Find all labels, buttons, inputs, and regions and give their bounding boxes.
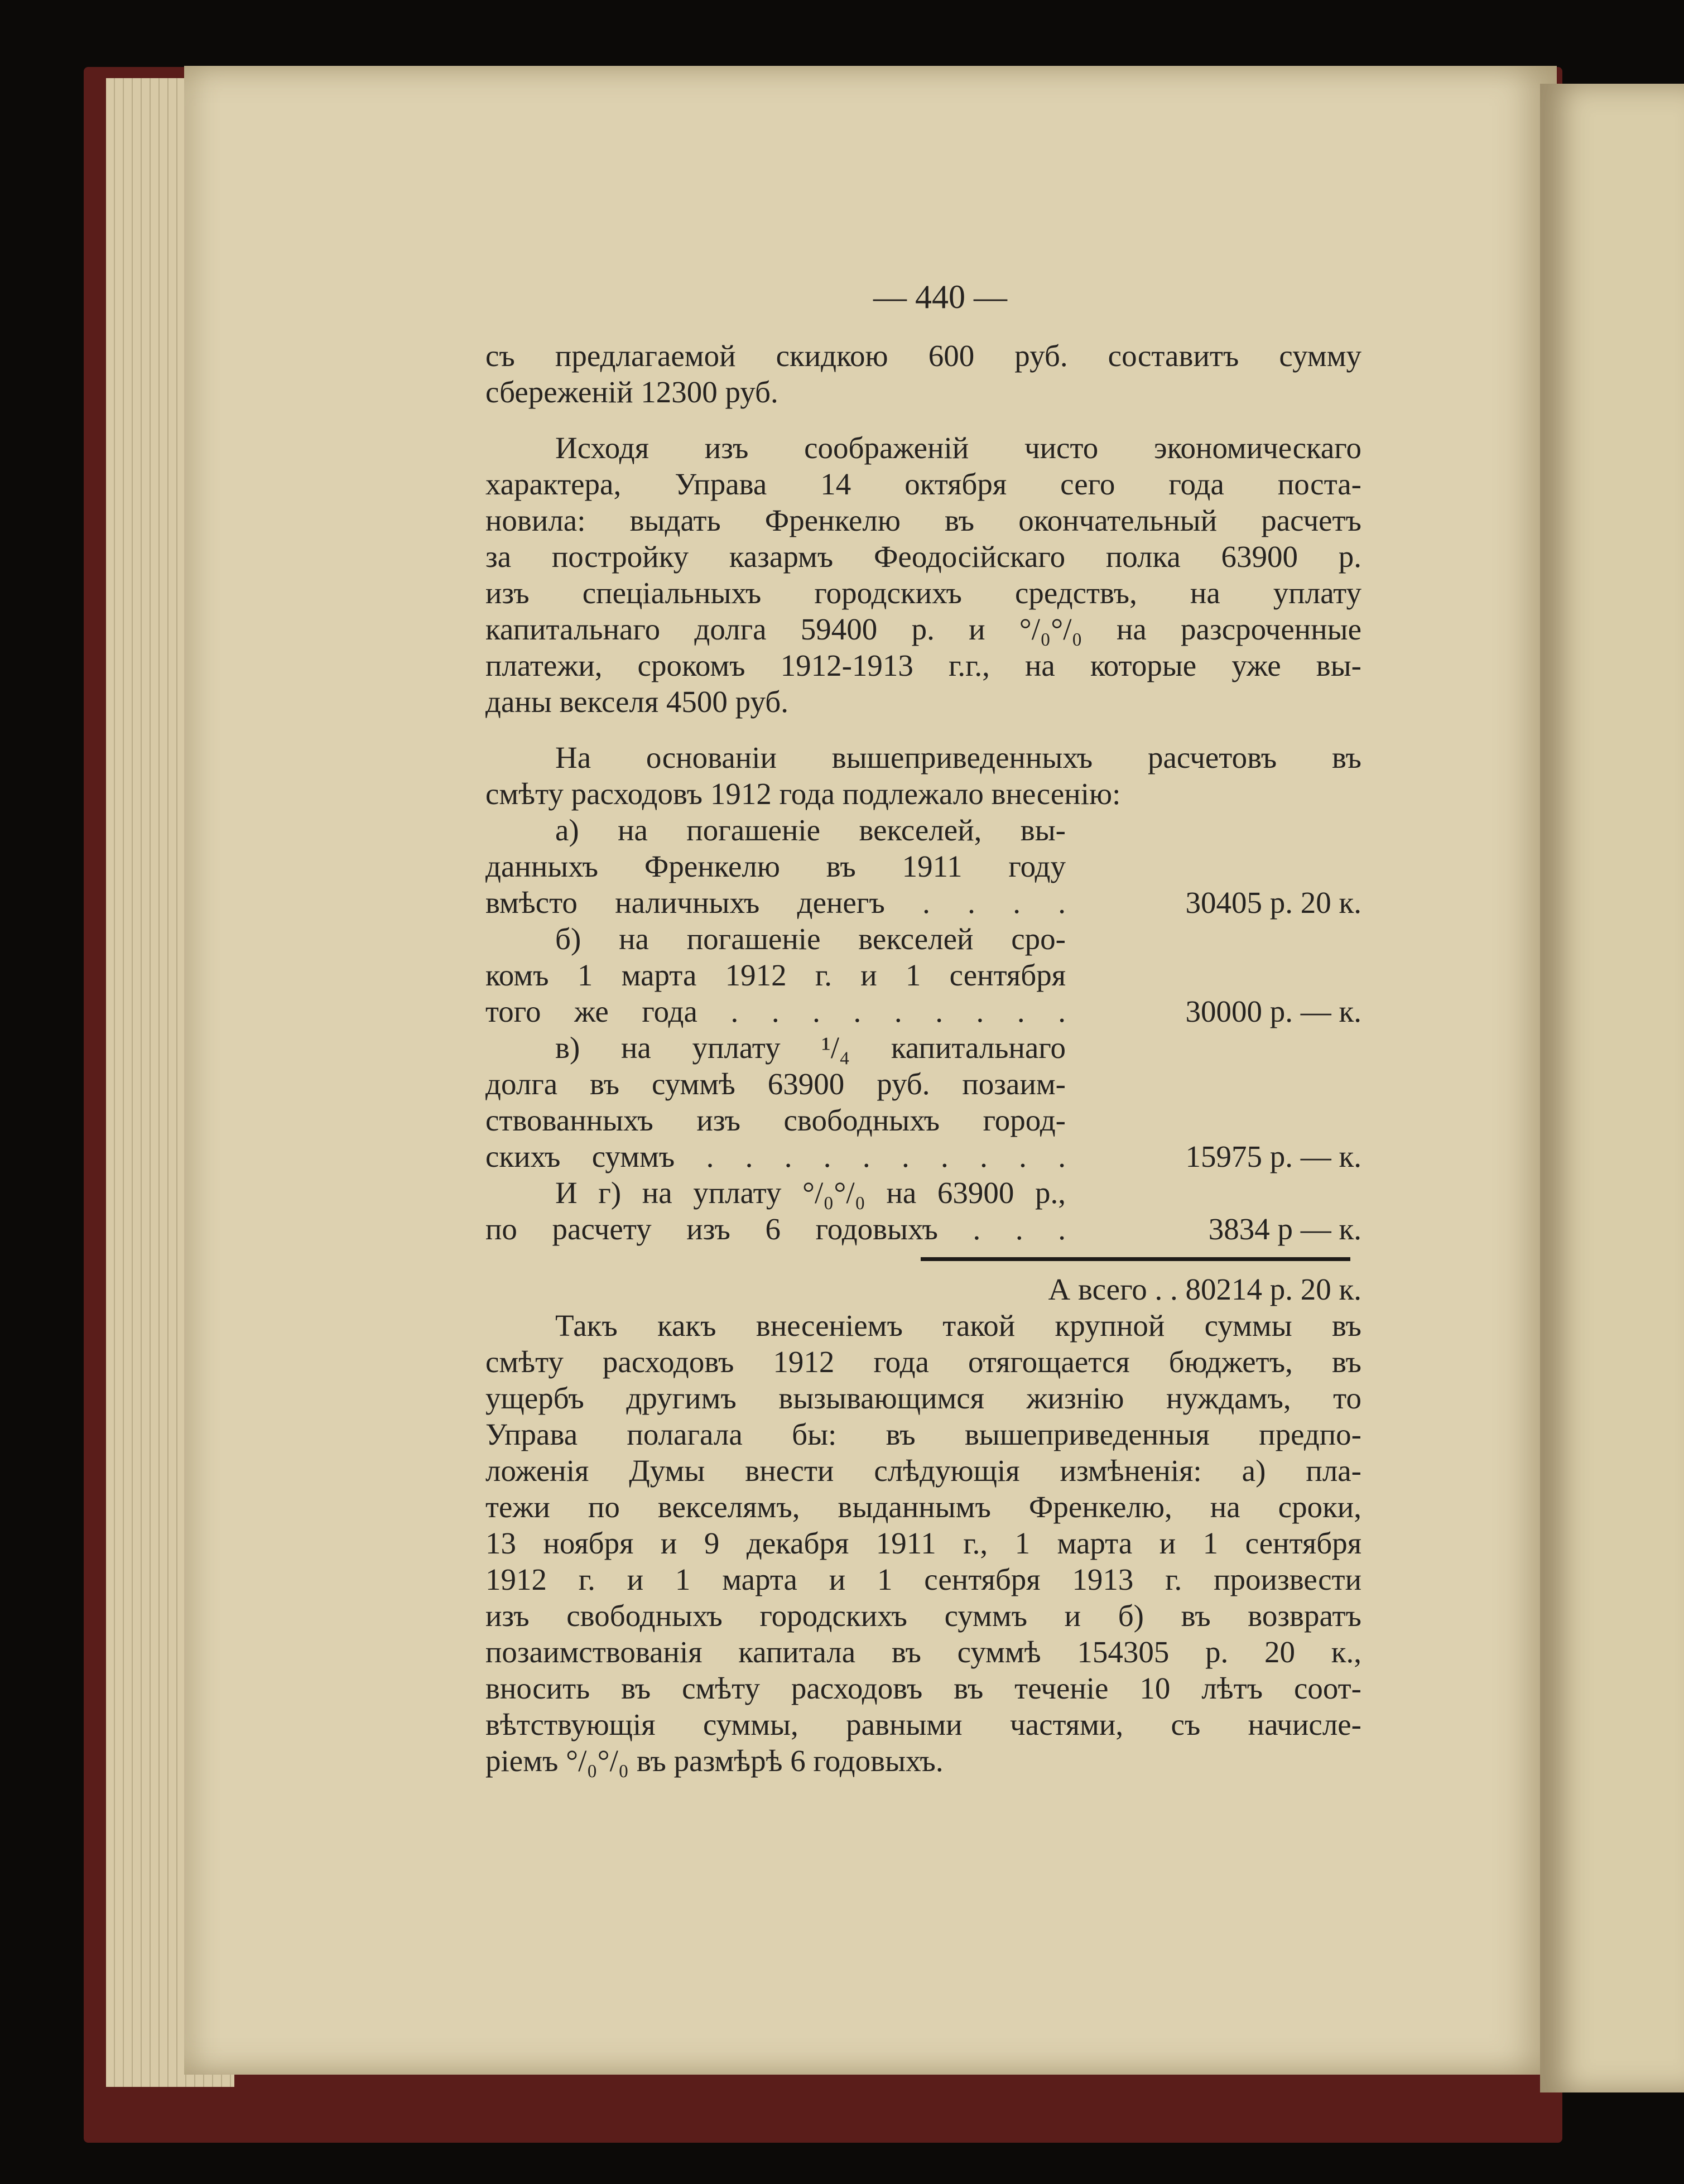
item-description — [485, 812, 1066, 921]
text-line: даны векселя 4500 руб. — [485, 685, 788, 719]
item-line: в) на уплату ¹/₄ капитальнаго — [555, 1031, 1066, 1065]
intro-paragraph — [485, 338, 1361, 410]
text-line: ріемъ °/₀°/₀ въ размѣрѣ 6 годовыхъ. — [485, 1744, 944, 1778]
text-line: Такъ какъ внесеніемъ такой крупной суммы въ — [555, 1309, 1361, 1343]
item-line: по расчету изъ 6 годовыхъ . . . — [485, 1212, 1066, 1246]
text-line: съ предлагаемой скидкою 600 руб. составитъ сумму — [485, 339, 1361, 373]
item-line: данныхъ Френкелю въ 1911 году — [485, 849, 1066, 883]
text-line: вѣтствующія суммы, равными частями, съ начисле- — [485, 1707, 1361, 1742]
page-text — [485, 279, 1361, 1779]
text-line: смѣту расходовъ 1912 года подлежало внесенію: — [485, 777, 1121, 811]
item-line: комъ 1 марта 1912 г. и 1 сентября — [485, 958, 1066, 992]
item-description — [485, 921, 1066, 1030]
text-line: смѣту расходовъ 1912 года отягощается бюджетъ, въ — [485, 1345, 1361, 1379]
item-line: ствованныхъ изъ свободныхъ город- — [485, 1103, 1066, 1137]
item-description — [485, 1175, 1066, 1247]
item-amount: 15975 р. — к. — [1185, 1139, 1361, 1173]
total-amount: А всего . . 80214 р. 20 к. — [1048, 1272, 1361, 1306]
text-line: ложенія Думы внести слѣдующія измѣненія: а) пла- — [485, 1454, 1361, 1488]
text-line: ущербъ другимъ вызывающимся жизнію нуждамъ, то — [485, 1381, 1361, 1415]
item-amount: 30405 р. 20 к. — [1185, 886, 1361, 920]
paragraph-1 — [485, 430, 1361, 720]
text-line: платежи, срокомъ 1912-1913 г.г., на которые уже вы- — [485, 648, 1361, 682]
expense-items — [485, 812, 1361, 1247]
total-line — [485, 1271, 1361, 1307]
text-line: характера, Управа 14 октября сего года поста- — [485, 467, 1361, 501]
text-line: изъ спеціальныхъ городскихъ средствъ, на уплату — [485, 576, 1361, 610]
text-line: изъ свободныхъ городскихъ суммъ и б) въ возвратъ — [485, 1599, 1361, 1633]
text-line: новила: выдать Френкелю въ окончательный расчетъ — [485, 503, 1361, 537]
paragraph-2 — [485, 739, 1361, 812]
facing-page-edge — [1540, 84, 1684, 2092]
item-line: б) на погашеніе векселей сро- — [555, 922, 1066, 956]
text-line: 13 ноября и 9 декабря 1911 г., 1 марта и 1 сентября — [485, 1526, 1361, 1560]
item-amount: 3834 р — к. — [1208, 1212, 1361, 1246]
total-rule — [921, 1257, 1350, 1261]
item-line: И г) на уплату °/₀°/₀ на 63900 р., — [555, 1176, 1066, 1210]
text-line: за постройку казармъ Феодосійскаго полка 63900 р. — [485, 540, 1361, 574]
text-line: Управа полагала бы: въ вышеприведенныя предпо- — [485, 1417, 1361, 1451]
text-line: сбереженій 12300 руб. — [485, 375, 778, 409]
text-line: На основаніи вышеприведенныхъ расчетовъ въ — [555, 740, 1361, 774]
item-line: долга въ суммѣ 63900 руб. позаим- — [485, 1067, 1066, 1101]
text-line: вносить въ смѣту расходовъ въ теченіе 10 лѣтъ соот- — [485, 1671, 1361, 1705]
item-amount: 30000 р. — к. — [1185, 994, 1361, 1028]
text-line: Исходя изъ соображеній чисто экономическаго — [555, 431, 1361, 465]
text-line: 1912 г. и 1 марта и 1 сентября 1913 г. произвести — [485, 1562, 1361, 1596]
text-line: капитальнаго долга 59400 р. и °/₀°/₀ на разсроченные — [485, 612, 1361, 646]
item-line: вмѣсто наличныхъ денегъ . . . . — [485, 886, 1066, 920]
item-line: того же года . . . . . . . . . — [485, 994, 1066, 1028]
text-line: позаимствованія капитала въ суммѣ 154305 р. 20 к., — [485, 1635, 1361, 1669]
paragraph-3 — [485, 1307, 1361, 1779]
item-line: скихъ суммъ . . . . . . . . . . — [485, 1139, 1066, 1173]
page-number: — 440 — — [873, 278, 1007, 315]
item-line: а) на погашеніе векселей, вы- — [555, 813, 1066, 847]
item-description — [485, 1030, 1066, 1175]
text-line: тежи по векселямъ, выданнымъ Френкелю, на сроки, — [485, 1490, 1361, 1524]
